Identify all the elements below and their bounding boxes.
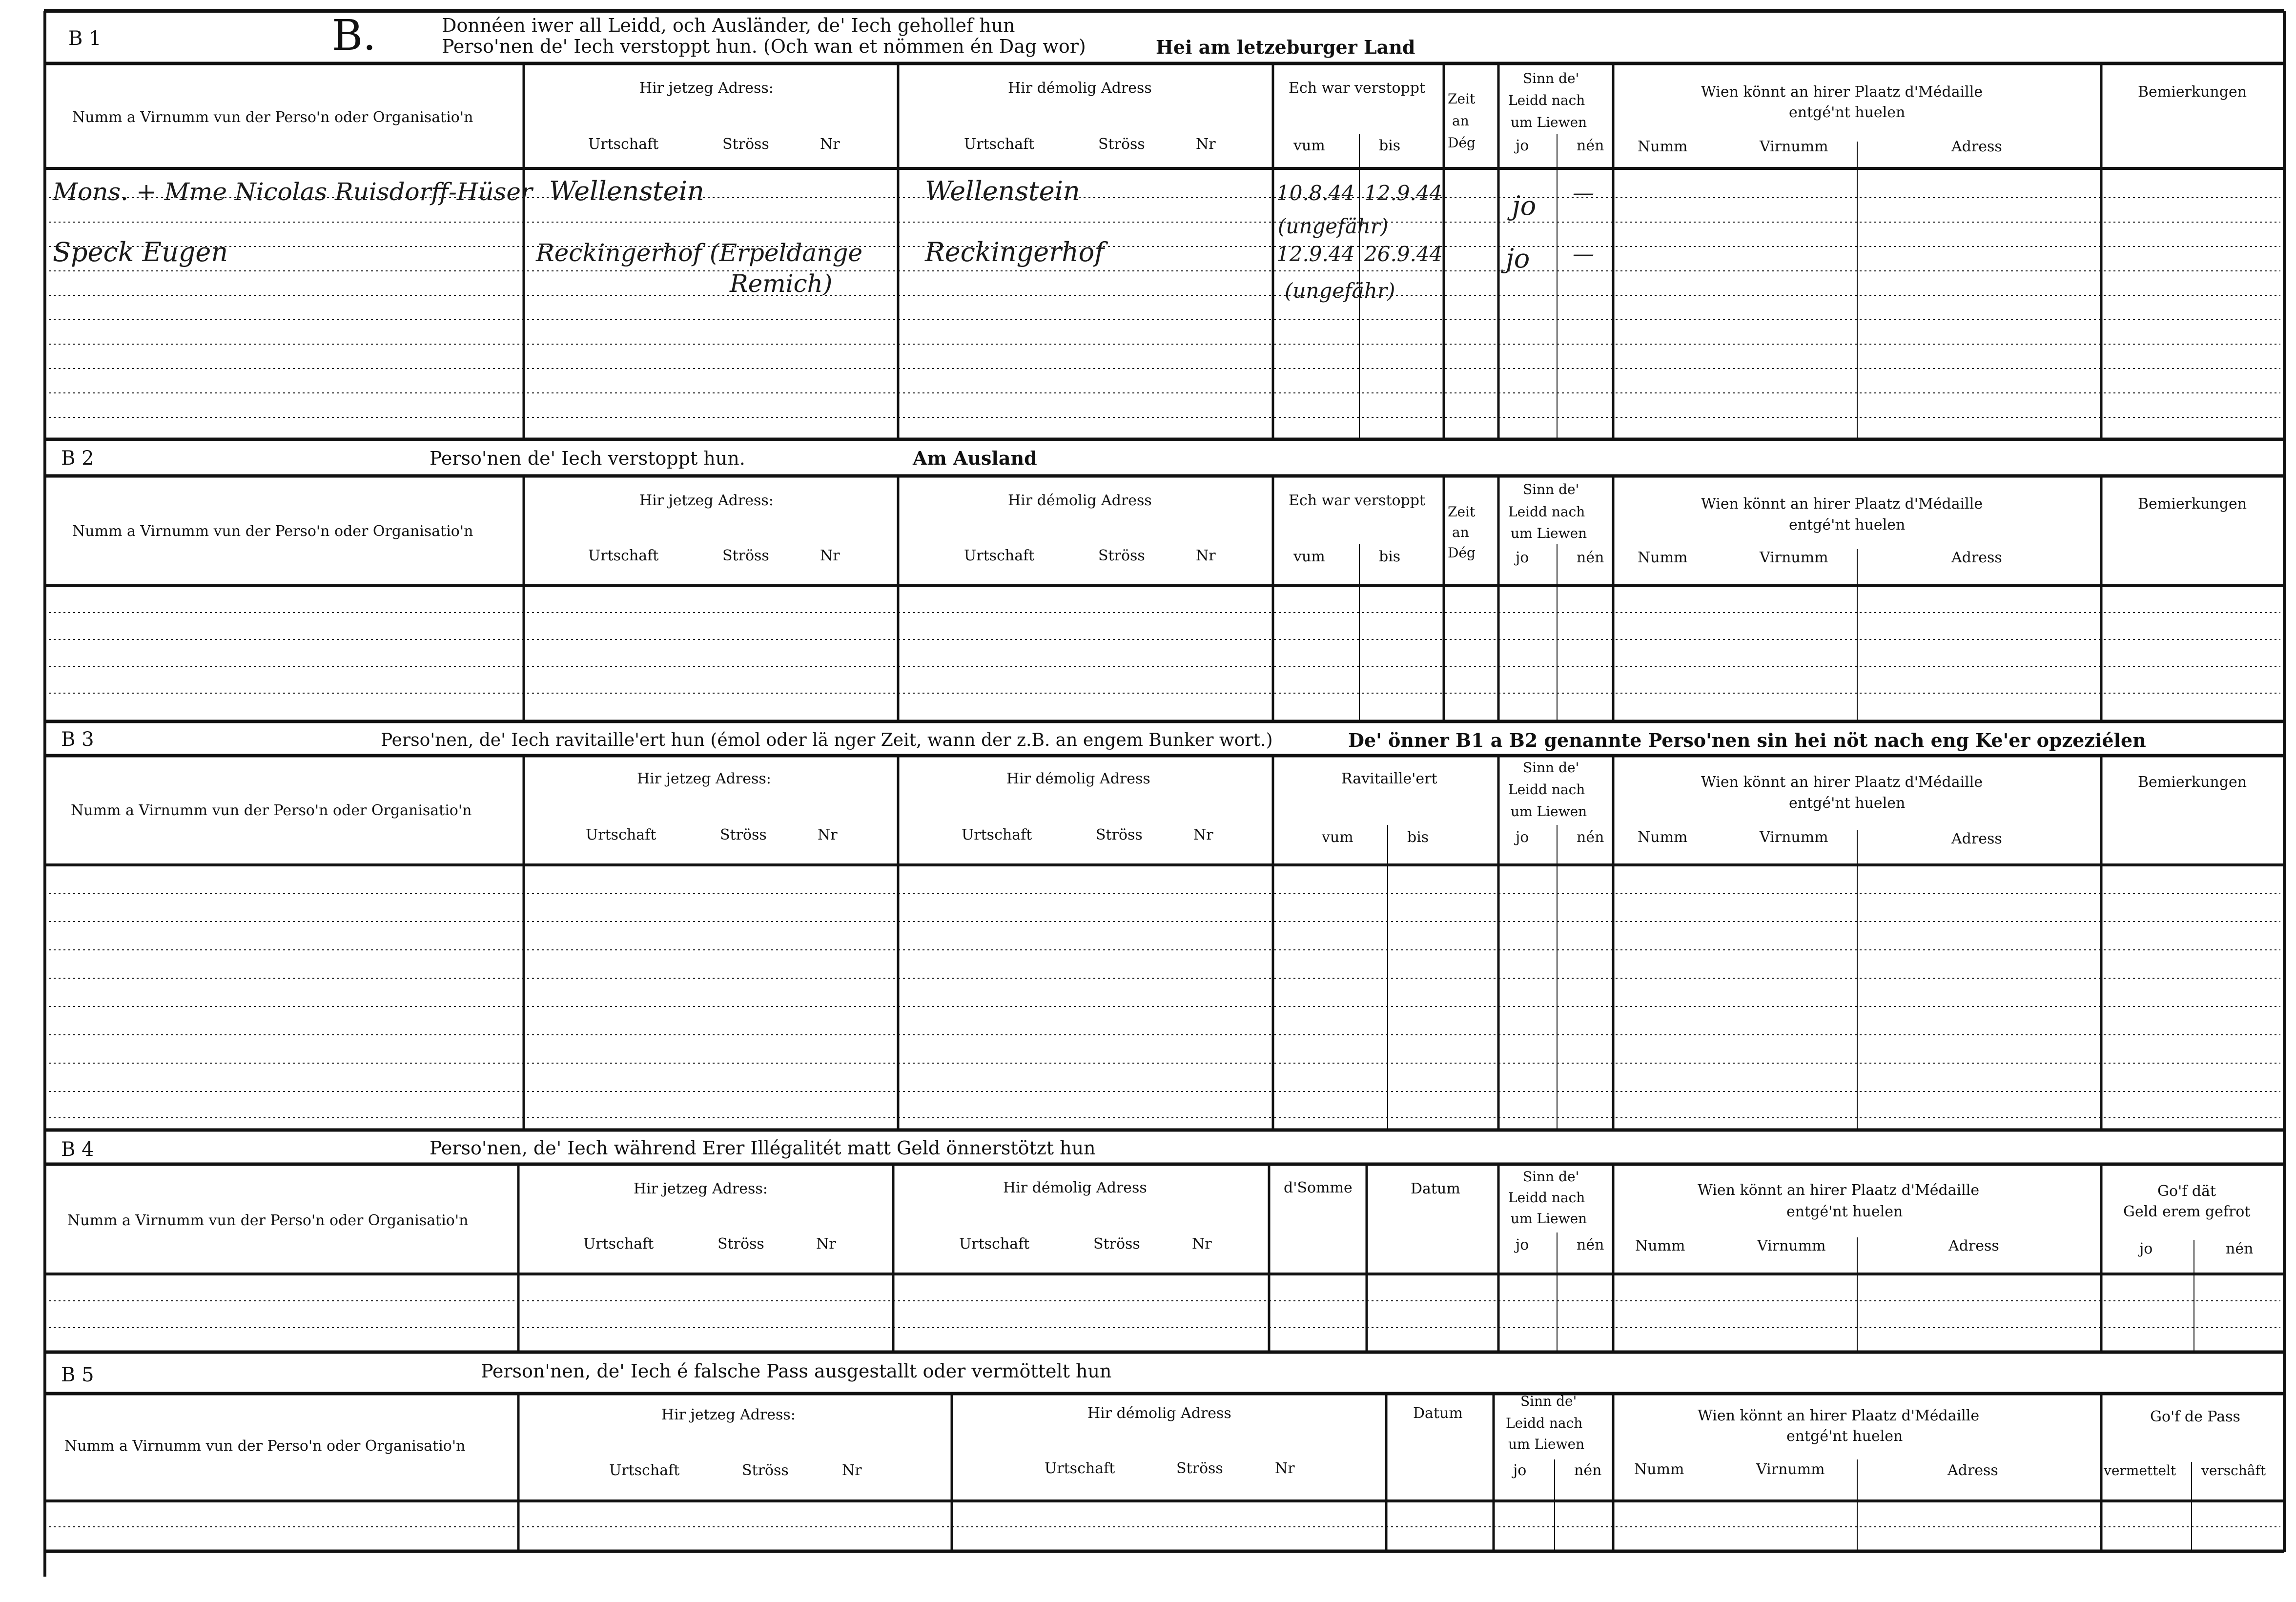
entry-former-place: Wellenstein (925, 176, 1080, 206)
col-nen: nén (1577, 137, 1604, 154)
col-urtschaft: Urtschaft (588, 547, 659, 564)
section-code: B 2 (61, 447, 94, 470)
col-adress: Adress (1951, 138, 2002, 155)
col-alive-1: Sinn de' (1523, 70, 1579, 86)
col-jo: jo (1513, 1462, 1527, 1479)
col-nr: Nr (1192, 1235, 1212, 1253)
col-jo: jo (2139, 1240, 2153, 1257)
col-date-header: Datum (1411, 1180, 1460, 1197)
entry-name: Speck Eugen (53, 237, 228, 267)
col-urtschaft: Urtschaft (959, 1235, 1030, 1253)
col-deg: Dég (1448, 545, 1476, 561)
col-jo: jo (1516, 137, 1529, 154)
col-name-header: Numm a Virnumm vun der Perso'n oder Organisatio'n (72, 109, 473, 126)
col-hidden-header: Ech war verstoppt (1289, 492, 1426, 509)
col-medal-2: entgé'nt huelen (1789, 104, 1906, 121)
col-stross: Ströss (742, 1462, 789, 1479)
col-current-address-header: Hir jetzeg Adress: (661, 1406, 796, 1423)
col-alive-2: Leidd nach (1508, 92, 1585, 108)
col-nr: Nr (1196, 136, 1216, 153)
col-alive-1: Sinn de' (1520, 1393, 1577, 1409)
col-vum: vum (1322, 829, 1353, 846)
col-numm: Numm (1634, 1461, 1684, 1478)
section-title-right: Hei am letzeburger Land (1156, 36, 1415, 58)
col-vermettelt: vermettelt (2104, 1462, 2176, 1479)
col-zeit: Zeit (1448, 504, 1476, 520)
col-medal-1: Wien könnt an hirer Plaatz d'Médaille (1698, 1407, 1980, 1424)
col-bis: bis (1379, 137, 1401, 154)
entry-alive-no: — (1573, 181, 1594, 205)
col-pass-header: Go'f de Pass (2150, 1408, 2240, 1425)
col-nen: nén (1577, 549, 1604, 566)
col-jo: jo (1516, 1236, 1529, 1253)
col-an: an (1452, 113, 1469, 129)
col-deg: Dég (1448, 135, 1476, 151)
col-jo: jo (1516, 829, 1529, 846)
section-b5 (45, 1360, 2284, 1551)
col-alive-2: Leidd nach (1508, 504, 1585, 520)
section-title-right: Am Ausland (913, 447, 1037, 469)
col-medal-2: entgé'nt huelen (1789, 516, 1906, 534)
col-current-address-header: Hir jetzeg Adress: (637, 770, 771, 787)
col-stross: Ströss (1098, 547, 1145, 564)
section-title: Perso'nen, de' Iech während Erer Illégalitét matt Geld önnerstötzt hun (430, 1137, 1096, 1159)
col-nr: Nr (1193, 826, 1213, 843)
entry-to-date: 26.9.44 (1364, 242, 1443, 266)
col-hidden-header: Ech war verstoppt (1289, 80, 1426, 97)
col-name-header: Numm a Virnumm vun der Perso'n oder Organisatio'n (67, 1212, 469, 1229)
col-jo: jo (1516, 549, 1529, 566)
col-alive-1: Sinn de' (1523, 760, 1579, 776)
entry-name: Mons. + Mme Nicolas Ruisdorff-Hüser (53, 178, 533, 206)
col-medal-1: Wien könnt an hirer Plaatz d'Médaille (1701, 83, 1983, 101)
section-b1 (45, 11, 2284, 439)
entry-note: (ungefähr) (1285, 279, 1395, 303)
section-title-line2: Perso'nen de' Iech verstoppt hun. (Och wan et nömmen én Dag wor) (442, 36, 1086, 57)
col-former-address-header: Hir démolig Adress (1003, 1179, 1147, 1196)
col-alive-3: um Liewen (1511, 803, 1587, 820)
col-sum-header: d'Somme (1284, 1179, 1353, 1196)
col-vum: vum (1293, 548, 1325, 565)
col-virnumm: Virnumm (1756, 1461, 1825, 1478)
section-code: B 4 (61, 1138, 94, 1161)
section-title-right: De' önner B1 a B2 genannte Perso'nen sin hei nöt nach eng Ke'er opzeziélen (1348, 729, 2146, 751)
col-virnumm: Virnumm (1760, 138, 1828, 155)
col-adress: Adress (1951, 830, 2002, 847)
col-nr: Nr (842, 1462, 862, 1479)
col-former-address-header: Hir démolig Adress (1006, 770, 1150, 787)
col-nen: nén (1577, 1236, 1604, 1253)
entry-note: (ungefähr) (1278, 214, 1389, 238)
entry-alive-yes: jo (1512, 190, 1537, 221)
col-nen: nén (1577, 829, 1604, 846)
col-current-address-header: Hir jetzeg Adress: (634, 1180, 768, 1197)
col-numm: Numm (1638, 549, 1688, 566)
col-remarks: Bemierkungen (2138, 774, 2247, 791)
entry-from-date: 10.8.44 (1276, 181, 1355, 205)
col-urtschaft: Urtschaft (964, 136, 1035, 153)
col-former-address-header: Hir démolig Adress (1008, 80, 1152, 97)
col-adress: Adress (1948, 1462, 1998, 1479)
col-medal-1: Wien könnt an hirer Plaatz d'Médaille (1698, 1182, 1980, 1199)
col-supplied-header: Ravitaille'ert (1341, 770, 1437, 787)
col-urtschaft: Urtschaft (609, 1462, 680, 1479)
col-nr: Nr (820, 547, 840, 564)
col-nr: Nr (816, 1235, 836, 1253)
col-remarks: Bemierkungen (2138, 83, 2247, 101)
section-title-line1: Donnéen iwer all Leidd, och Ausländer, de' Iech gehollef hun (442, 15, 1015, 36)
col-nr: Nr (818, 826, 838, 843)
col-alive-2: Leidd nach (1508, 781, 1585, 798)
section-b3 (45, 728, 2284, 1130)
col-medal-2: entgé'nt huelen (1789, 795, 1906, 812)
col-stross: Ströss (1096, 826, 1143, 843)
col-an: an (1452, 524, 1469, 540)
col-former-address-header: Hir démolig Adress (1008, 492, 1152, 509)
col-medal-2: entgé'nt huelen (1786, 1428, 1903, 1445)
col-gift-2: Geld erem gefrot (2123, 1203, 2251, 1220)
entry-current-place: Wellenstein (549, 176, 704, 206)
col-urtschaft: Urtschaft (962, 826, 1032, 843)
col-virnumm: Virnumm (1760, 829, 1828, 846)
col-current-address-header: Hir jetzeg Adress: (639, 492, 774, 509)
col-alive-1: Sinn de' (1523, 481, 1579, 497)
col-nen: nén (1574, 1462, 1602, 1479)
col-nen: nén (2226, 1240, 2254, 1257)
section-b2 (45, 447, 2284, 721)
col-medal-1: Wien könnt an hirer Plaatz d'Médaille (1701, 495, 1983, 513)
col-stross: Ströss (1098, 136, 1145, 153)
col-urtschaft: Urtschaft (583, 1235, 654, 1253)
col-medal-2: entgé'nt huelen (1786, 1203, 1903, 1220)
col-alive-2: Leidd nach (1508, 1190, 1585, 1206)
col-virnumm: Virnumm (1757, 1237, 1826, 1254)
col-urtschaft: Urtschaft (586, 826, 656, 843)
entry-to-date: 12.9.44 (1364, 181, 1443, 205)
form-frame (44, 11, 2284, 1577)
col-alive-3: um Liewen (1511, 114, 1587, 130)
col-bis: bis (1407, 829, 1429, 846)
col-urtschaft: Urtschaft (964, 547, 1035, 564)
section-title: Person'nen, de' Iech é falsche Pass ausgestallt oder vermöttelt hun (481, 1360, 1112, 1382)
col-stross: Ströss (722, 547, 769, 564)
col-urtschaft: Urtschaft (1045, 1460, 1115, 1477)
entry-current-place: Reckingerhof (Erpeldange (536, 239, 863, 267)
col-numm: Numm (1638, 829, 1688, 846)
col-verschaft: verschâft (2201, 1462, 2266, 1479)
col-urtschaft: Urtschaft (588, 136, 659, 153)
section-code: B 1 (68, 27, 102, 50)
col-name-header: Numm a Virnumm vun der Perso'n oder Organisatio'n (71, 802, 472, 819)
col-gift-1: Go'f dät (2157, 1183, 2216, 1200)
col-alive-3: um Liewen (1511, 525, 1587, 541)
col-virnumm: Virnumm (1760, 549, 1828, 566)
entry-former-place: Reckingerhof (925, 237, 1105, 267)
col-numm: Numm (1635, 1237, 1685, 1254)
col-alive-1: Sinn de' (1523, 1169, 1579, 1185)
col-stross: Ströss (720, 826, 767, 843)
col-nr: Nr (1275, 1460, 1295, 1477)
section-code: B 5 (61, 1364, 94, 1386)
col-alive-3: um Liewen (1511, 1211, 1587, 1227)
col-name-header: Numm a Virnumm vun der Perso'n oder Organisatio'n (64, 1438, 466, 1455)
col-stross: Ströss (1176, 1460, 1223, 1477)
col-remarks: Bemierkungen (2138, 495, 2247, 513)
entry-row-1 (52, 176, 1594, 238)
section-letter: B. (332, 11, 376, 60)
col-stross: Ströss (718, 1235, 764, 1253)
col-stross: Ströss (1093, 1235, 1140, 1253)
section-b4 (45, 1137, 2284, 1352)
col-numm: Numm (1638, 138, 1688, 155)
col-stross: Ströss (722, 136, 769, 153)
section-title: Perso'nen de' Iech verstoppt hun. (430, 448, 745, 469)
col-alive-3: um Liewen (1508, 1436, 1585, 1452)
section-code: B 3 (61, 728, 94, 751)
col-alive-2: Leidd nach (1506, 1415, 1583, 1431)
entry-alive-no: — (1573, 242, 1594, 267)
col-adress: Adress (1948, 1237, 1999, 1254)
col-former-address-header: Hir démolig Adress (1087, 1405, 1231, 1422)
col-nr: Nr (820, 136, 840, 153)
col-vum: vum (1293, 137, 1325, 154)
col-zeit: Zeit (1448, 91, 1476, 107)
col-date-header: Datum (1413, 1405, 1463, 1422)
col-bis: bis (1379, 548, 1401, 565)
entry-from-date: 12.9.44 (1276, 242, 1355, 266)
col-name-header: Numm a Virnumm vun der Perso'n oder Organisatio'n (72, 523, 473, 540)
col-nr: Nr (1196, 547, 1216, 564)
entry-alive-yes: jo (1506, 243, 1530, 274)
entry-current-place-line2: Remich) (730, 269, 833, 298)
col-adress: Adress (1951, 549, 2002, 566)
col-current-address-header: Hir jetzeg Adress: (639, 80, 774, 97)
section-title: Perso'nen, de' Iech ravitaille'ert hun (émol oder lä nger Zeit, wann der z.B. an engem Bunker wort.) (381, 730, 1273, 750)
col-medal-1: Wien könnt an hirer Plaatz d'Médaille (1701, 774, 1983, 791)
